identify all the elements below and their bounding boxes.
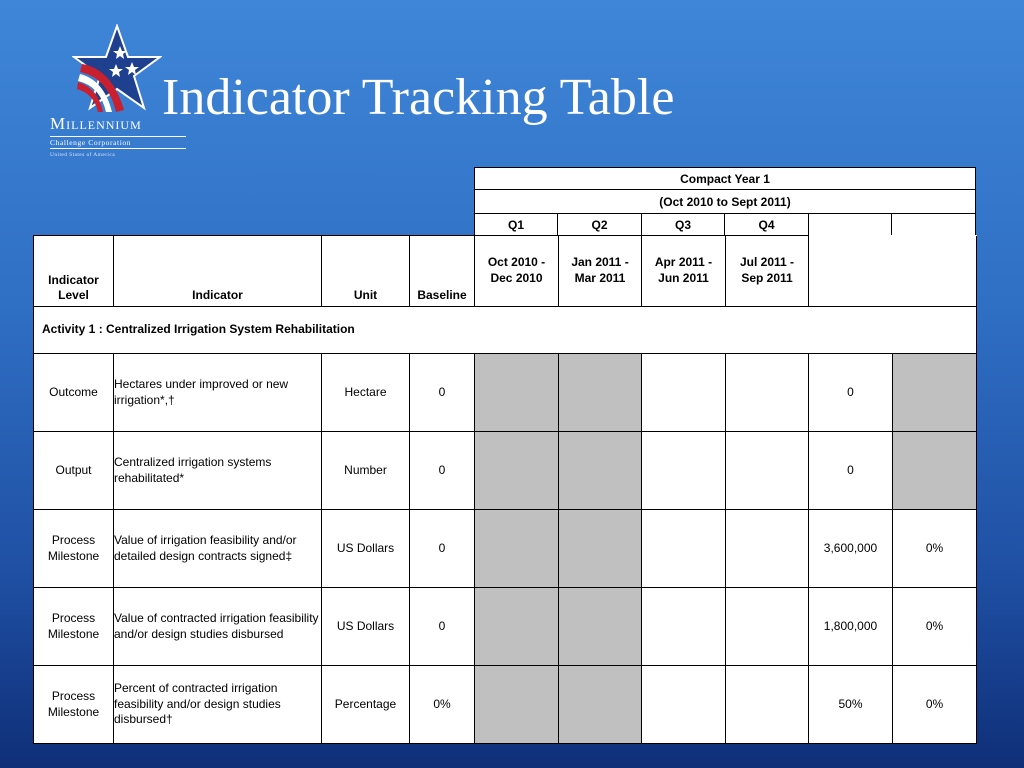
table-row xyxy=(34,588,977,666)
row-q1-cell xyxy=(475,510,559,588)
row-q3-cell xyxy=(642,432,726,510)
row-percent-complete: 0% xyxy=(893,666,977,744)
row-unit: Hectare xyxy=(322,354,410,432)
row-q2-cell xyxy=(559,666,642,744)
quarter-range-q3: Apr 2011 - Jun 2011 xyxy=(642,236,726,307)
row-q2-cell xyxy=(559,354,642,432)
compact-year-label: Compact Year 1 xyxy=(474,167,976,190)
row-indicator-level: Process Milestone xyxy=(34,666,114,744)
table-row xyxy=(34,354,977,432)
row-q1-cell xyxy=(475,432,559,510)
row-q3-cell xyxy=(642,510,726,588)
row-baseline: 0 xyxy=(410,432,475,510)
indicator-header: Indicator xyxy=(114,236,322,307)
row-percent-complete xyxy=(893,432,977,510)
row-q4-cell xyxy=(726,510,809,588)
quarter-range-q2: Jan 2011 - Mar 2011 xyxy=(559,236,642,307)
row-unit: Percentage xyxy=(322,666,410,744)
row-yearly-target: 0 xyxy=(809,354,893,432)
row-indicator: Value of contracted irrigation feasibility and/or design studies disbursed xyxy=(114,588,322,666)
row-indicator-level: Process Milestone xyxy=(34,588,114,666)
quarter-header-q3: Q3 xyxy=(641,213,725,236)
row-q2-cell xyxy=(559,432,642,510)
row-q4-cell xyxy=(726,588,809,666)
row-unit: Number xyxy=(322,432,410,510)
row-q4-cell xyxy=(726,432,809,510)
logo-tagline: United States of America xyxy=(50,152,116,158)
percent-complete-spacer xyxy=(893,236,977,307)
quarter-header-q4: Q4 xyxy=(724,213,809,236)
table-row xyxy=(34,432,977,510)
row-indicator-level: Output xyxy=(34,432,114,510)
quarter-header-q2: Q2 xyxy=(557,213,642,236)
logo-name: Millennium xyxy=(50,114,142,133)
row-indicator-level: Outcome xyxy=(34,354,114,432)
quarter-range-q1: Oct 2010 - Dec 2010 xyxy=(475,236,559,307)
row-q4-cell xyxy=(726,666,809,744)
table-row xyxy=(34,510,977,588)
row-yearly-target: 0 xyxy=(809,432,893,510)
baseline-header: Baseline xyxy=(410,236,475,307)
row-q3-cell xyxy=(642,588,726,666)
row-baseline: 0 xyxy=(410,510,475,588)
row-baseline: 0 xyxy=(410,588,475,666)
row-unit: US Dollars xyxy=(322,510,410,588)
row-indicator: Value of irrigation feasibility and/or detailed design contracts signed‡ xyxy=(114,510,322,588)
row-indicator-level: Process Milestone xyxy=(34,510,114,588)
column-header-row xyxy=(34,236,977,307)
row-q2-cell xyxy=(559,510,642,588)
row-q2-cell xyxy=(559,588,642,666)
row-q4-cell xyxy=(726,354,809,432)
row-indicator: Percent of contracted irrigation feasibility and/or design studies disbursed† xyxy=(114,666,322,744)
star-flag-icon xyxy=(72,24,162,114)
row-q1-cell xyxy=(475,354,559,432)
quarter-range-q4: Jul 2011 - Sep 2011 xyxy=(726,236,809,307)
row-q3-cell xyxy=(642,354,726,432)
quarter-header-q1: Q1 xyxy=(474,213,558,236)
logo-subtitle: Challenge Corporation xyxy=(50,136,186,149)
row-indicator: Hectares under improved or new irrigation*,† xyxy=(114,354,322,432)
row-yearly-target: 1,800,000 xyxy=(809,588,893,666)
row-percent-complete: 0% xyxy=(893,588,977,666)
unit-header: Unit xyxy=(322,236,410,307)
row-baseline: 0 xyxy=(410,354,475,432)
row-percent-complete: 0% xyxy=(893,510,977,588)
activity-row xyxy=(34,307,977,354)
row-percent-complete xyxy=(893,354,977,432)
row-baseline: 0% xyxy=(410,666,475,744)
indicator-level-header: Indicator Level xyxy=(34,236,114,307)
row-yearly-target: 3,600,000 xyxy=(809,510,893,588)
row-yearly-target: 50% xyxy=(809,666,893,744)
yearly-target-spacer xyxy=(809,236,893,307)
row-indicator: Centralized irrigation systems rehabilitated* xyxy=(114,432,322,510)
page-title: Indicator Tracking Table xyxy=(162,69,675,126)
compact-year-period: (Oct 2010 to Sept 2011) xyxy=(474,189,976,214)
indicator-tracking-table xyxy=(33,235,977,744)
row-q3-cell xyxy=(642,666,726,744)
activity-label: Activity 1 : Centralized Irrigation System Rehabilitation xyxy=(34,307,977,354)
row-q1-cell xyxy=(475,588,559,666)
row-q1-cell xyxy=(475,666,559,744)
row-unit: US Dollars xyxy=(322,588,410,666)
table-row xyxy=(34,666,977,744)
